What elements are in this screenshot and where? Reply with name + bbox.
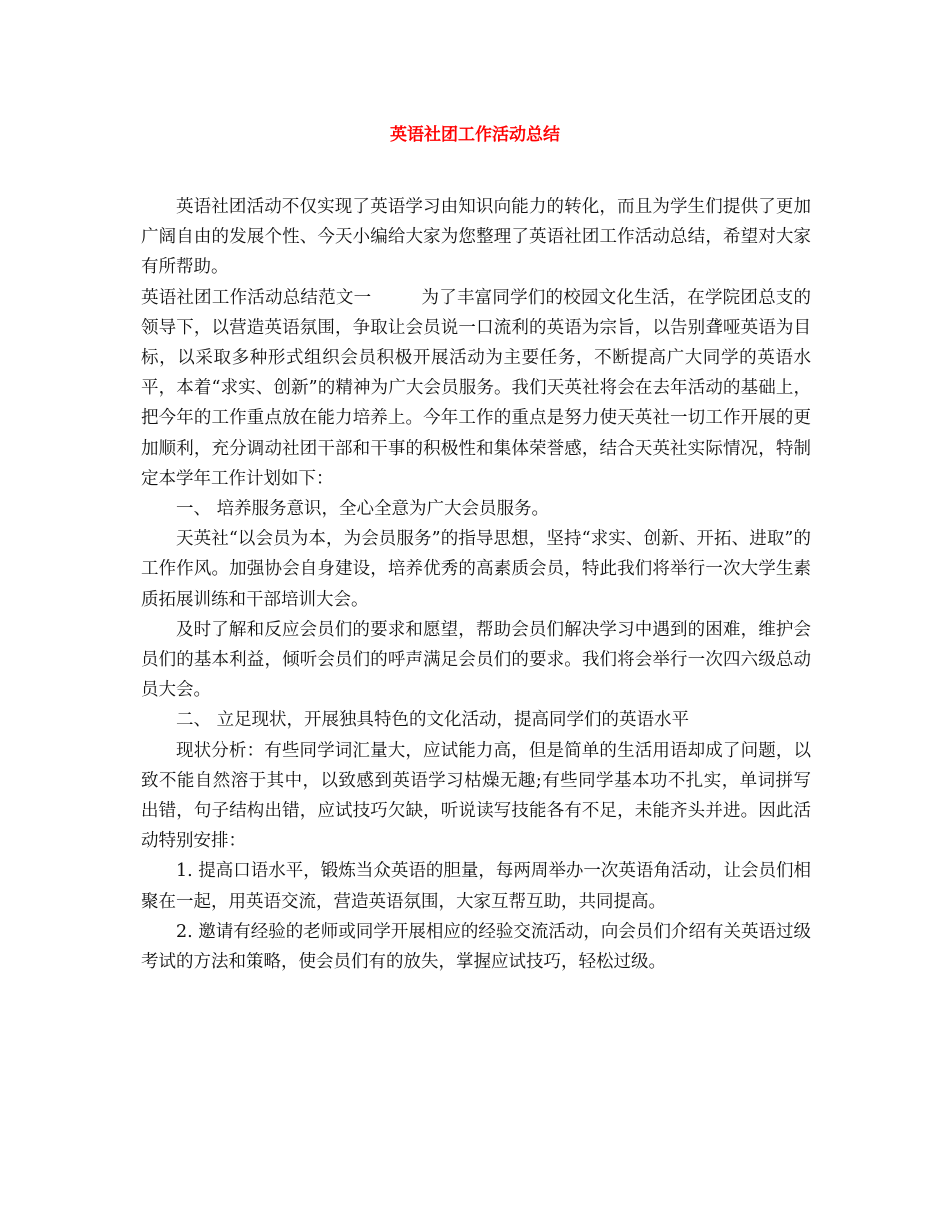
paragraph-one: 天英社“以会员为本，为会员服务”的指导思想，坚持“求实、创新、开拓、进取”的工作作风。加强协会自身建设，培养优秀的高素质会员，特此我们将举行一次大学生素质拓展训练和干部培训大会。 (141, 529, 811, 610)
list-item-one: 1. 提高口语水平，锻炼当众英语的胆量，每两周举办一次英语角活动，让会员们相聚在一起，用英语交流，营造英语氛围，大家互帮互助，共同提高。 (141, 861, 811, 912)
section-text: 为了丰富同学们的校园文化生活，在学院团总支的领导下，以营造英语氛围，争取让会员说一口流利的英语为宗旨，以告别聋哑英语为目标，以采取多种形式组织会员积极开展活动为主要任务，不断提高广大同学的英语水平，本着“求实、创新”的精神为广大会员服务。我们天英社将会在去年活动的基础上，把今年的工作重点放在能力培养上。今年工作的重点是努力使天英社一切工作开展的更加顺利，充分调动社团干部和干事的积极性和集体荣誉感，结合天英社实际情况，特制定本学年工作计划如下： (141, 287, 812, 489)
document-title: 英语社团工作活动总结 (390, 125, 560, 145)
paragraph-two: 及时了解和反应会员们的要求和愿望，帮助会员们解决学习中遇到的困难，维护会员们的基本利益，倾听会员们的呼声满足会员们的要求。我们将会举行一次四六级总动员大会。 (141, 619, 811, 701)
heading-two: 二、 立足现状，开展独具特色的文化活动，提高同学们的英语水平 (176, 710, 690, 731)
document-body (141, 192, 811, 977)
intro-paragraph: 英语社团活动不仅实现了英语学习由知识向能力的转化，而且为学生们提供了更加广阔自由的发展个性、今天小编给大家为您整理了英语社团工作活动总结，希望对大家有所帮助。 (141, 197, 811, 278)
paragraph-three: 现状分析：有些同学词汇量大，应试能力高，但是简单的生活用语却成了问题，以致不能自然溶于其中，以致感到英语学习枯燥无趣;有些同学基本功不扎实，单词拼写出错，句子结构出错，应试技巧欠缺，听说读写技能各有不足，未能齐头并进。因此活动特别安排： (141, 740, 811, 852)
heading-one: 一、 培养服务意识，全心全意为广大会员服务。 (176, 499, 550, 520)
section-label: 英语社团工作活动总结范文一 (141, 287, 372, 308)
list-item-two: 2. 邀请有经验的老师或同学开展相应的经验交流活动，向会员们介绍有关英语过级考试的方法和策略，使会员们有的放失，掌握应试技巧，轻松过级。 (141, 921, 811, 973)
section-paragraph (141, 283, 811, 494)
